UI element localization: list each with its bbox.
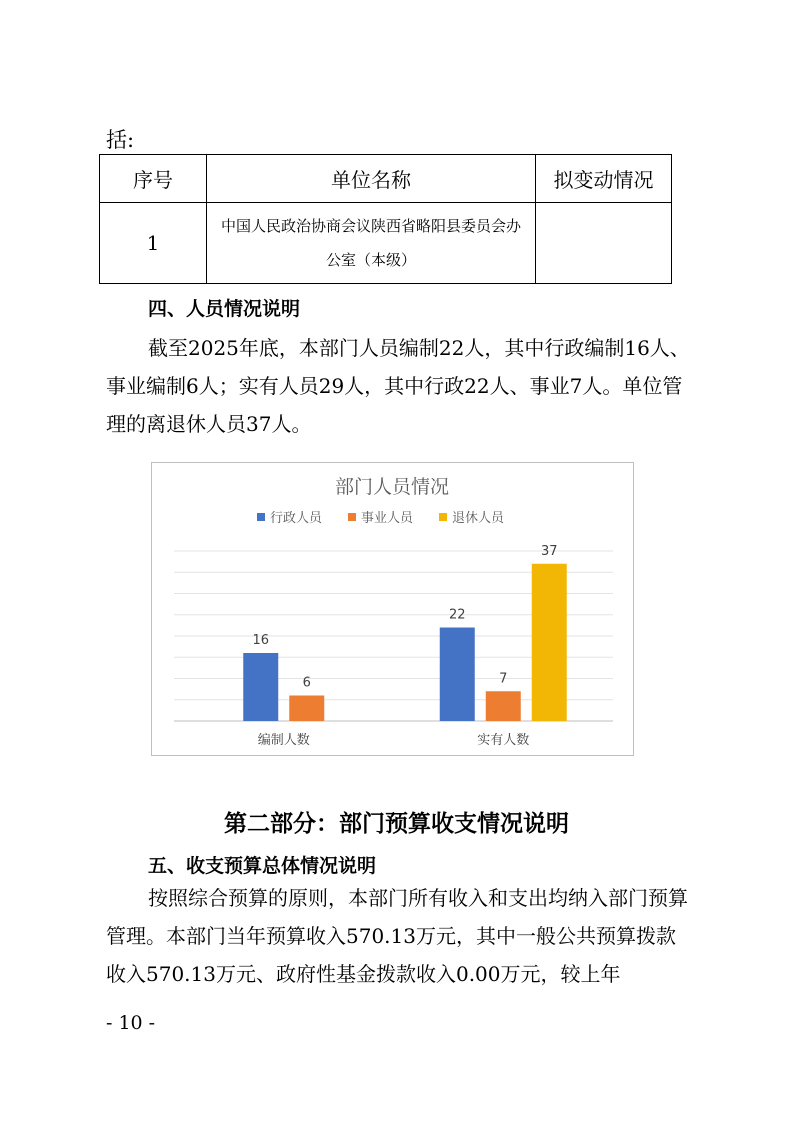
data-label-0-1: 6 <box>302 675 311 691</box>
section5-heading: 五、收支预算总体情况说明 <box>148 855 377 877</box>
header-index: 序号 <box>100 155 207 203</box>
data-label-1-2: 37 <box>540 543 558 559</box>
legend-label-1: 事业人员 <box>361 511 414 526</box>
legend-swatch-1 <box>348 513 356 521</box>
row-unit-name: 中国人民政治协商会议陕西省略阳县委员会办公室（本级） <box>207 203 536 284</box>
bar-0-1 <box>289 696 324 722</box>
bar-0-0 <box>243 653 278 721</box>
table-row <box>100 203 672 284</box>
section4-paragraph: 截至2025年底，本部门人员编制22人，其中行政编制16人、事业编制6人；实有人员29人，其中行政22人、事业7人。单位管理的离退休人员37人。 <box>106 336 690 436</box>
table-header-row <box>100 155 672 203</box>
bar-1-0 <box>440 628 475 722</box>
bar-1-1 <box>486 691 521 721</box>
category-label-1: 实有人数 <box>477 733 530 748</box>
legend-swatch-2 <box>439 513 447 521</box>
intro-text: 括: <box>106 128 135 152</box>
chart-svg <box>152 463 633 755</box>
header-unit-name: 单位名称 <box>207 155 536 203</box>
data-label-1-0: 22 <box>448 607 466 623</box>
page-number: - 10 - <box>106 1012 156 1034</box>
personnel-chart <box>151 462 634 756</box>
bar-1-2 <box>532 564 567 721</box>
section5-paragraph: 按照综合预算的原则，本部门所有收入和支出均纳入部门预算管理。本部门当年预算收入570.13万元，其中一般公共预算拨款收入570.13万元、政府性基金拨款收入0.00万元，较上年 <box>106 886 688 986</box>
legend-label-2: 退休人员 <box>452 511 505 526</box>
category-label-0: 编制人数 <box>257 733 310 748</box>
data-label-1-1: 7 <box>499 671 508 687</box>
part2-title: 第二部分：部门预算收支情况说明 <box>224 810 569 837</box>
legend-swatch-0 <box>257 513 265 521</box>
chart-title: 部门人员情况 <box>334 476 450 498</box>
header-change: 拟变动情况 <box>536 155 672 203</box>
data-label-0-0: 16 <box>252 633 270 648</box>
row-change <box>536 203 672 284</box>
unit-table <box>99 154 672 284</box>
legend-label-0: 行政人员 <box>270 511 323 526</box>
section4-heading: 四、人员情况说明 <box>148 298 301 320</box>
row-index: 1 <box>100 203 207 284</box>
